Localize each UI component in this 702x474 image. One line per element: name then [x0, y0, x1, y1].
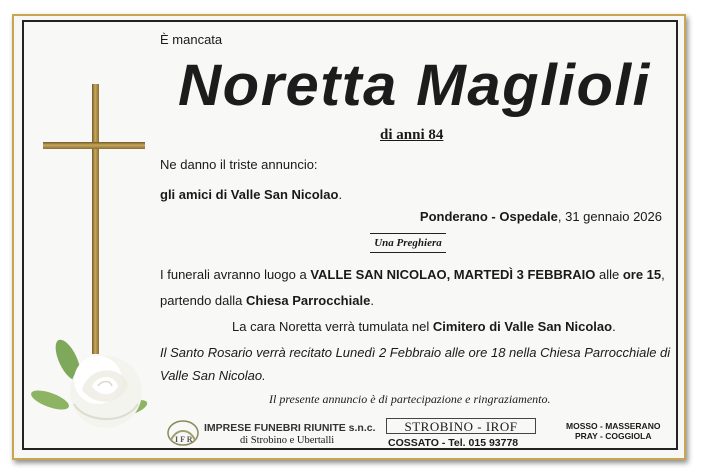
prayer-label: Una Preghiera	[370, 233, 446, 253]
deceased-name: Noretta Maglioli	[178, 53, 651, 118]
funeral-line-1	[160, 267, 665, 282]
funeral-line-2	[160, 293, 374, 308]
white-rose-icon	[28, 330, 148, 440]
age-text: di anni 84	[380, 127, 444, 143]
phone-line: COSSATO - Tel. 015 93778	[388, 437, 519, 449]
funeral-departure-text: partendo dalla	[160, 293, 247, 308]
svg-text:I F R: I F R	[175, 435, 193, 444]
company-logo-icon	[167, 420, 199, 446]
cemetery-name: Cimitero di Valle San Nicolao	[432, 319, 613, 334]
company-subtitle: di Strobino e Ubertalli	[240, 435, 335, 446]
company-name: IMPRESE FUNEBRI RIUNITE s.n.c.	[204, 422, 376, 434]
friends-line	[160, 187, 342, 202]
date: , 31 gennaio 2026	[557, 209, 662, 224]
locations-line-1: MOSSO - MASSERANO	[566, 421, 661, 431]
thanks-text: Il presente annuncio è di partecipazione e ringraziamento.	[269, 392, 551, 406]
cross-icon	[92, 84, 99, 354]
locations-line-2: PRAY - COGGIOLA	[574, 431, 652, 441]
friends-bold: gli amici di Valle San Nicolao	[160, 187, 339, 202]
funeral-text: I funerali avranno luogo a	[160, 267, 311, 282]
rosary-line-1: Il Santo Rosario verrà recitato Lunedì 2 Febbraio alle ore 18 nella Chiesa Parrocchiale di	[160, 345, 671, 360]
funeral-period: .	[370, 293, 374, 308]
cross-bar	[43, 142, 145, 149]
funeral-text-alle: alle	[595, 267, 623, 282]
rosary-line-2: Valle San Nicolao.	[160, 368, 266, 383]
funeral-place-date: VALLE SAN NICOLAO, MARTEDÌ 3 FEBBRAIO	[310, 267, 596, 282]
announce-text: Ne danno il triste annuncio:	[160, 157, 318, 172]
burial-text: La cara Noretta verrà tumulata nel	[232, 319, 433, 334]
brand-box: STROBINO - IROF	[386, 418, 536, 434]
friends-end: .	[338, 187, 343, 202]
funeral-time: ore 15	[622, 267, 662, 282]
burial-line	[232, 319, 616, 334]
funeral-comma: ,	[661, 267, 665, 282]
place-date-line	[420, 209, 662, 224]
locations	[566, 421, 660, 441]
intro-text: È mancata	[160, 32, 223, 47]
burial-period: .	[612, 319, 616, 334]
church-name: Chiesa Parrocchiale	[246, 293, 371, 308]
place: Ponderano - Ospedale	[419, 209, 558, 224]
